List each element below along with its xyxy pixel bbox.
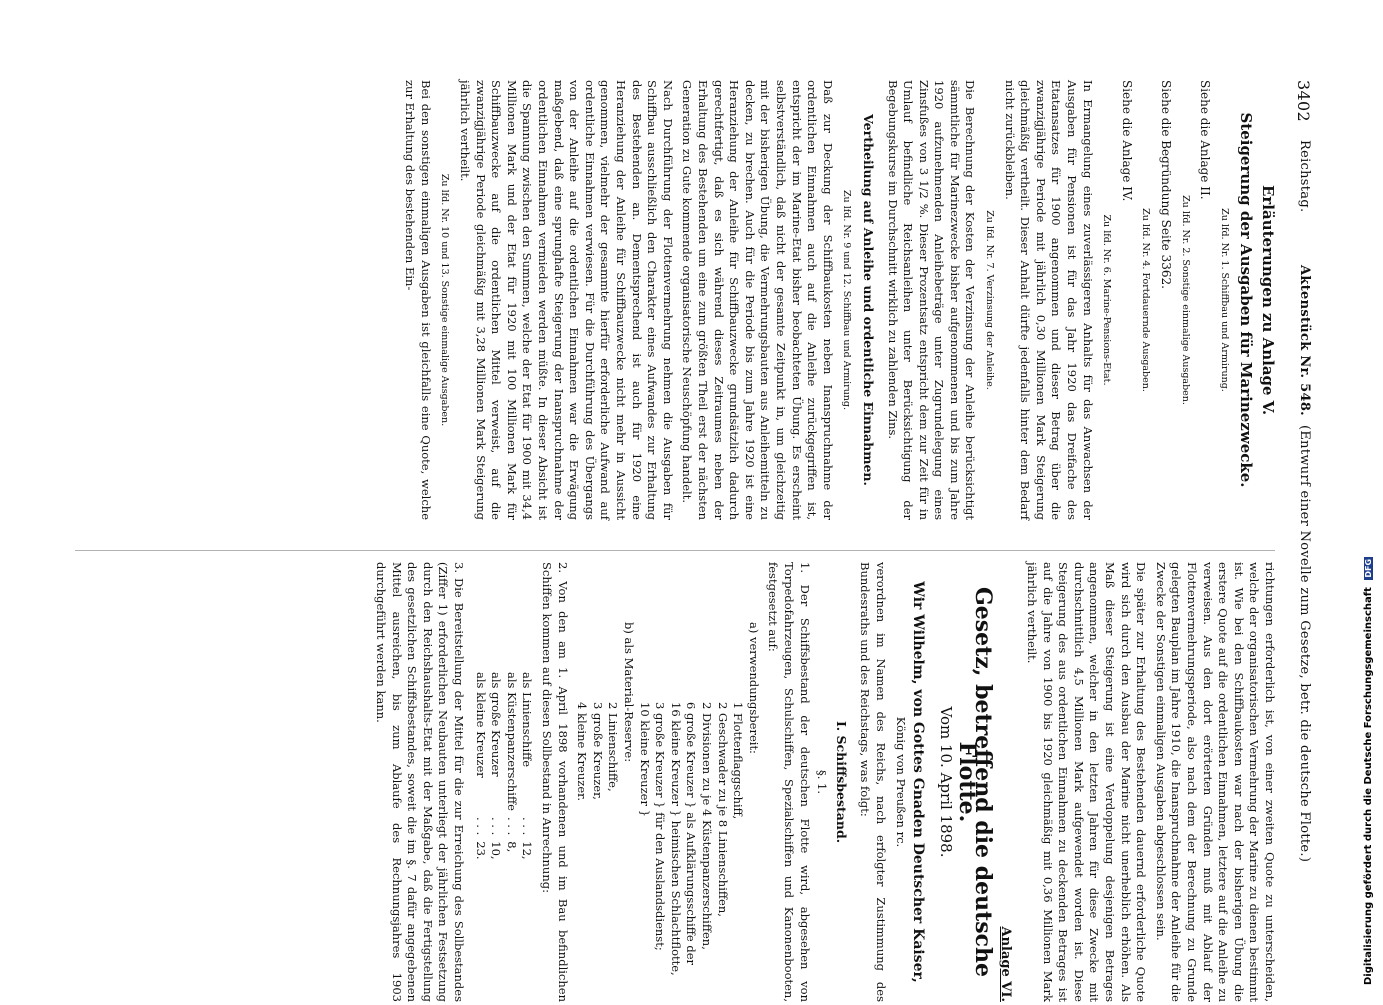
page-header	[1289, 80, 1315, 1005]
column-divider	[75, 550, 1275, 551]
page-number: 3402	[1294, 80, 1313, 122]
list-item: 16 kleine Kreuzer } heimischen Schlachtflotte,	[668, 702, 683, 976]
left-column	[398, 80, 1277, 520]
document-number: Aktenstück Nr. 548.	[1297, 265, 1312, 416]
section-heading: I. Schiffsbestand.	[833, 720, 849, 844]
rotated-page	[70, 80, 1315, 1005]
law-title: Gesetz, betreffend die deutsche Flotte.	[954, 586, 996, 978]
item-ref: Zu lfd. Nr. 2. Sonstige einmalige Ausgaben.	[1179, 195, 1191, 405]
paragraph-increase: Die später zur Erhaltung des Bestehenden dauernd erforderliche Quote wird sich durch den Ausbau der Marine nicht unerheblich erhöhen. Als Maß dieser Steigerung ist eine Verdoppelung desjenigen Betrages angenommen, welcher in den letzten Jahren für diese Zwecke mit durchschnittlich 4,5 Millionen Mark aufgewendet worden ist. Diese Steigerung des aus ordentlichen Einnahmen zu deckenden Betrages ist auf die Jahre von 1900 bis 1920 gleichmäßig mit 0,36 Millionen Mark jährlich vertheilt.	[1025, 562, 1149, 1002]
ship-type: als große Kreuzer	[489, 672, 504, 777]
list-item: 10 kleine Kreuzer }	[637, 702, 652, 817]
list-item: 2 Divisionen zu je 4 Küstenpanzerschiffen,	[700, 702, 714, 950]
king-title: König von Preußen rc.	[893, 716, 908, 848]
section-title: Vertheilung auf Anleihe und ordentliche Einnahmen.	[860, 114, 876, 486]
item-ref: Zu lfd. Nr. 1. Schiffbau und Armirung.	[1218, 208, 1230, 392]
right-column	[369, 562, 1277, 1002]
ship-count: 10,	[489, 841, 504, 860]
ship-count: 8,	[504, 841, 519, 853]
law-date: Vom 10. April 1898.	[936, 706, 955, 858]
ship-type: als Linienschiffe	[520, 672, 535, 768]
ref-9: Zu lfd. Nr. 9 und 12. Schiffbau und Armirung.	[841, 189, 853, 411]
ref-7: Zu lfd. Nr. 7. Verzinsung der Anleihe.	[984, 210, 996, 390]
list-item: 3 große Kreuzer } für den Auslandsdienst;	[653, 702, 668, 951]
table-row: als Linienschiffe . . . 12,	[519, 672, 535, 866]
ships-table	[472, 672, 534, 866]
table-row: als kleine Kreuzer . . . 23.	[472, 672, 488, 866]
list-item: 6 große Kreuzer } als Aufklärungsschiffe der	[684, 702, 699, 966]
paragraph-1: 1. Der Schiffsbestand der deutschen Flotte wird, abgesehen von Torpedofahrzeugen, Schulschiffen, Spezialschiffen und Kanonenbooten, festgesetzt auf:	[766, 562, 812, 1002]
table-row: als Küstenpanzerschiffe . . . 8,	[503, 672, 519, 866]
ship-type: als Küstenpanzerschiffe	[504, 672, 519, 811]
paragraph-other-expenses: Bei den sonstigen einmaligen Ausgaben ist gleichfalls eine Quote, welche zur Erhaltung des bestehenden Ein-	[403, 80, 433, 520]
enactment-formula: Wir Wilhelm, von Gottes Gnaden Deutscher Kaiser,	[910, 581, 927, 983]
paragraph-shipbuilding-b: Nach Durchführung der Flottenvermehrung nehmen die Ausgaben für Schiffbau ausschließlich den Charakter eines Aufwandes zur Erhaltung des Bestehenden an. Dementsprechend ist auch für 1920 eine Heranziehung der Anleihe für Schiffbauzwecke nicht mehr in Aussicht genommen, vielmehr der gesammte hierfür erforderliche Aufwand auf ordentliche Einnahmen verwiesen. Für die Durchführung des Übergangs von der Anleihe auf die ordentlichen Einnahmen war die Erwägung maßgebend, daß eine sprunghafte Steigerung der Inanspruchnahme der ordentlichen Einnahmen vermieden werden müßte. In dieser Absicht ist die Spannung zwischen den Summen, welche der Etat für 1900 mit 34,4 Millionen Mark und der Etat für 1920 mit 100 Millionen Mark für Schiffbauzwecke auf die ordentlichen Mittel verweist, auf die zwanzigjährige Periode gleichmäßig mit 3,28 Millionen Mark Steigerung jährlich vertheilt.	[458, 80, 675, 520]
paragraph-3: 3. Die Bereitstellung der Mittel für die zur Erreichung des Sollbestandes (Ziffer 1) erforderlichen Neubauten unterliegt der jährlichen Festsetzung durch den Reichshaushalts-Etat mit der Maßgabe, daß die Fertigstellung des gesetzlichen Schiffsbestandes, soweit die im §. 7 dafür angegebenen Mittel ausreichen, bis zum Ablaufe des Rechnungsjahres 1903 durchgeführt werden kann.	[374, 562, 467, 1002]
continuation-paragraph: richtungen erforderlich ist, von einer zweiten Quote zu unterscheiden, welche der organisatorischen Vermehrung der Marine zu dienen bestimmt ist. Wie bei den Schiffbaukosten war nach der bisherigen Übung die erstere Quote auf die ordentlichen Einnahmen, letztere auf die Anleihe zu verweisen. Aus den dort erörterten Gründen muß mit Ablauf der Flottenvermehrungsperiode, also nach dem der Berechnung zu Grunde gelegten Bauplan im Jahre 1910, die Inanspruchnahme der Anleihe für die Zwecke der Sonstigen einmaligen Ausgaben abgeschlossen sein.	[1153, 562, 1277, 1002]
journal-title: Reichstag.	[1297, 140, 1312, 213]
item-text: Siehe die Anlage II.	[1198, 80, 1213, 200]
ref-10: Zu lfd. Nr. 10 und 13. Sonstige einmalige Ausgaben.	[439, 173, 451, 427]
ref-6: Zu lfd. Nr. 6. Marine-Pensions-Etat.	[1101, 214, 1113, 386]
item-ref: Zu lfd. Nr. 4. Fortdauernde Ausgaben.	[1140, 208, 1152, 392]
item-text: Siehe die Begründung Seite 3362.	[1159, 80, 1174, 289]
digitization-credit	[1363, 557, 1374, 985]
table-row: als große Kreuzer . . . 10,	[488, 672, 504, 866]
paragraph-number: §. 1.	[815, 769, 830, 795]
list-item: 2 Linienschiffe,	[606, 702, 621, 792]
paragraph-pensions: In Ermangelung eines zuverlässigeren Anhalts für das Anwachsen der Ausgaben für Pensionen ist für das Jahr 1920 das Dreifache des Etatansatzes für 1900 angenommen und dieser Betrag über die zwanzigjährige Periode mit jährlich 0,30 Millionen Mark Steigerung gleichmäßig vertheilt. Dieser Anhalt dürfte jedenfalls hinter dem Bedarf nicht zurückbleiben.	[1002, 80, 1095, 520]
ship-type: als kleine Kreuzer	[473, 672, 488, 778]
left-title: Erläuterungen zu Anlage V.	[1259, 184, 1277, 416]
anlage-label: Anlage VI.	[998, 926, 1014, 1002]
paragraph-interest: Die Berechnung der Kosten der Verzinsung der Anleihe berücksichtigt sämmtliche für Marinezwecke bisher aufgenommenen und bis zum Jahre 1920 aufzunehmenden Anleihebeträge unter Zugrundelegung eines Zinsfußes von 3 1/2 %. Dieser Prozentsatz entspricht dem zur Zeit für in Umlauf befindliche Reichsanleihen unter Berücksichtigung der Begebungskurse im Durchschnitt wirklich zu zahlenden Zins.	[885, 80, 978, 520]
item-text: Siehe die Anlage IV.	[1119, 80, 1134, 202]
list-ready	[574, 622, 761, 1002]
list-label: a) verwendungsbereit:	[746, 622, 761, 754]
list-item: 1 Flottenflaggschiff,	[731, 702, 746, 820]
left-subtitle: Steigerung der Ausgaben für Marinezwecke.	[1237, 112, 1256, 488]
dfg-logo: DFG	[1363, 558, 1373, 578]
credit-text: Digitalisierung gefördert durch die Deutsche Forschungsgemeinschaft	[1363, 587, 1374, 985]
document-subject: (Entwurf einer Novelle zum Gesetze, betr. die deutsche Flotte.)	[1297, 425, 1312, 863]
ship-count: 12,	[520, 841, 535, 860]
list-item: 3 große Kreuzer,	[590, 702, 605, 800]
paragraph-shipbuilding-a: Daß zur Deckung der Schiffbaukosten neben Inanspruchnahme der ordentlichen Einnahmen auch auf die Anleihe zurückgegriffen ist, entspricht der im Marine-Etat bisher beobachteten Übung. Es erscheint selbstverständlich, daß nicht der gesamte Zeitpunkt in, um gleichzeitig mit der bisherigen Übung, die Vermehrungsbauten aus Anleihemitteln zu decken, zu brechen. Auch für die Periode bis zum Jahre 1920 ist eine Heranziehung der Anleihe für Schiffbauzwecke grundsätzlich dadurch gerechtfertigt, daß es sich während dieses Zeitraumes neben der Erhaltung des Bestehenden um eine zum größten Theil erst der nächsten Generation zu Gute kommende organisatorische Neuschöpfung handelt.	[680, 80, 835, 520]
paragraph-2: 2. Von den am 1. April 1898 vorhandenen und im Bau befindlichen Schiffen kommen auf diesen Sollbestand in Anrechnung:	[540, 562, 570, 1002]
list-label: b) als Material-Reserve:	[622, 622, 637, 763]
list-item: 2 Geschwader zu je 8 Linienschiffen,	[715, 702, 730, 917]
ordinance-text: verordnen im Namen des Reichs, nach erfolgter Zustimmung des Bundesraths und des Reichstags, was folgt:	[858, 562, 888, 1002]
ship-count: 23.	[473, 841, 488, 860]
list-item: 4 kleine Kreuzer.	[575, 702, 590, 802]
